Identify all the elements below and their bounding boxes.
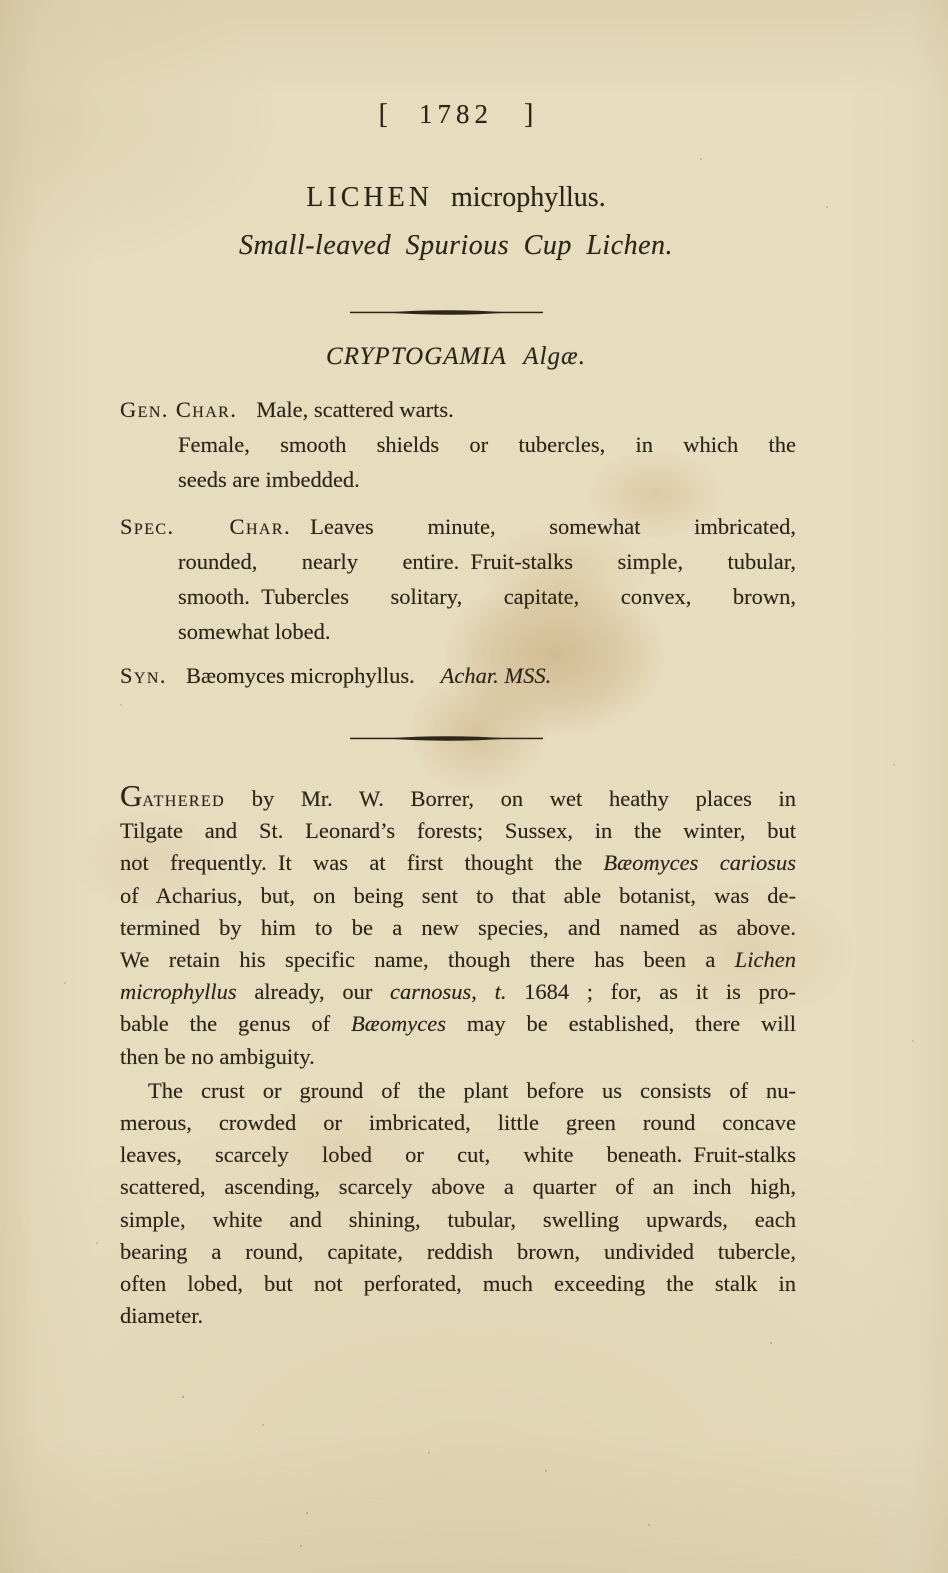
text-segment: Male, scattered warts. (256, 397, 454, 422)
text-line (120, 880, 796, 912)
text-line (120, 427, 796, 462)
text-line (120, 579, 796, 614)
text-segment: of Acharius, but, on being sent to that able botanist, was de- (120, 882, 796, 908)
gen-char-block (120, 392, 796, 497)
text-line (120, 1075, 796, 1107)
synonym-block (120, 658, 796, 693)
description-paragraph-1 (120, 780, 796, 1073)
text-segment: simple, white and shining, tubular, swelling upwards, each (120, 1206, 796, 1232)
text-line (120, 544, 796, 579)
text-segment: then be no ambiguity. (120, 1043, 315, 1069)
paper-specks (0, 0, 2, 2)
text-segment: Bæomyces (351, 1011, 446, 1037)
text-segment: diameter. (120, 1303, 204, 1329)
description-paragraph-2 (120, 1075, 796, 1333)
text-line (120, 1204, 796, 1236)
text-line (120, 1268, 796, 1300)
text-line (120, 944, 796, 976)
text-segment: may be established, there will (446, 1011, 797, 1037)
text-line (120, 462, 796, 497)
text-segment: often lobed, but not perforated, much exceeding the stalk in (120, 1271, 796, 1297)
common-name: Small-leaved Spurious Cup Lichen. (238, 230, 674, 261)
text-line (120, 1171, 796, 1203)
text-line (120, 1139, 796, 1171)
spec-char-block (120, 509, 796, 649)
text-line (120, 912, 796, 944)
text-segment: somewhat lobed. (178, 619, 331, 644)
plate-number: 1782 (419, 99, 493, 129)
text-segment: Leaves minute, somewhat imbricated, (310, 514, 796, 539)
section-divider (350, 735, 543, 742)
species-title (120, 182, 792, 214)
text-segment: by Mr. W. Borrer, on wet heathy places in (225, 786, 796, 811)
text-line (120, 1107, 796, 1139)
text-segment: t. (494, 979, 507, 1005)
text-line (120, 976, 796, 1008)
text-segment: bable the genus of (120, 1011, 352, 1037)
text-segment: Tilgate and St. Leonard’s forests; Sussex, in the winter, but (120, 818, 796, 844)
text-segment: G (120, 778, 143, 813)
text-line (120, 658, 796, 693)
text-segment: bearing a round, capitate, reddish brown, undivided tubercle, (120, 1238, 796, 1264)
text-segment: Gen. Char. (120, 397, 238, 422)
text-line (120, 1008, 796, 1040)
text-line (120, 847, 796, 879)
text-segment: seeds are imbedded. (178, 467, 360, 492)
text-segment: Bæomyces cariosus (603, 850, 796, 876)
text-segment: already, our (236, 979, 390, 1005)
text-segment: 1684 ; for, as it is pro- (506, 979, 797, 1005)
text-segment: smooth. Tubercles solitary, capitate, convex, brown, (178, 584, 796, 609)
text-segment: Spec. Char. (120, 514, 291, 539)
text-segment: rounded, nearly entire. Fruit-stalks simple, tubular, (178, 549, 796, 574)
text-segment: Bæomyces microphyllus. (185, 663, 415, 688)
text-segment: The crust or ground of the plant before us consists of nu- (148, 1077, 796, 1103)
text-line (120, 509, 796, 544)
text-segment: , (471, 979, 495, 1005)
bracket-right-glyph: ] (524, 99, 534, 130)
text-segment: not frequently. It was at first thought the (120, 850, 604, 876)
text-segment: Syn. (120, 663, 167, 688)
taxonomy-section (120, 392, 796, 693)
text-segment: We retain his specific name, though there has been a (120, 947, 735, 973)
text-segment: Female, smooth shields or tubercles, in which the (178, 432, 796, 457)
text-line (120, 1041, 796, 1073)
text-line (120, 815, 796, 847)
text-segment: termined by him to be a new species, and named as above. (120, 914, 796, 940)
text-segment: leaves, scarcely lobed or cut, white beneath. Fruit-stalks (120, 1142, 796, 1168)
text-segment: microphyllus (120, 979, 237, 1005)
text-segment: athered (142, 786, 226, 811)
text-segment: merous, crowded or imbricated, little green round concave (120, 1110, 796, 1136)
text-line (120, 780, 796, 815)
text-line (120, 1236, 796, 1268)
species-epithet: microphyllus. (450, 182, 606, 213)
text-segment: Lichen (734, 947, 796, 973)
description-section (120, 780, 796, 1332)
text-line (120, 392, 796, 427)
classification-heading: CRYPTOGAMIA Algæ. (326, 343, 586, 370)
genus-name: LICHEN (306, 182, 433, 213)
text-segment: Achar. MSS. (440, 663, 552, 688)
section-divider (350, 309, 543, 316)
text-segment: scattered, ascending, scarcely above a quarter of an inch high, (120, 1174, 796, 1200)
plate-number-line (120, 99, 792, 131)
text-line (120, 614, 796, 649)
bracket-left-glyph: [ (378, 99, 388, 130)
text-segment: carnosus (390, 979, 472, 1005)
text-line (120, 1300, 796, 1332)
